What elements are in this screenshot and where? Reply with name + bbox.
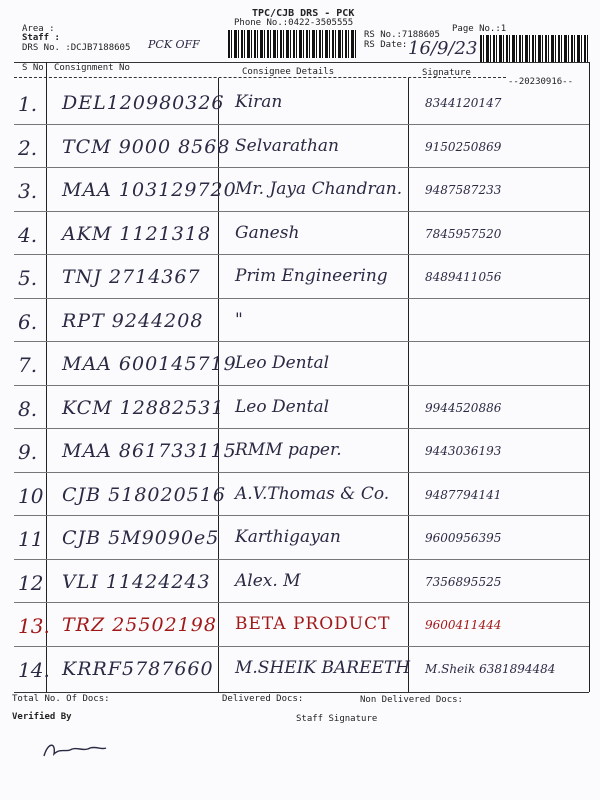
date-stamp: --20230916-- [508, 77, 574, 87]
column-sno: S No [22, 63, 44, 73]
row-consignee: Selvarathan [235, 135, 340, 156]
row-consignment: MAA 103129720 [62, 179, 237, 201]
rs-date-value: 16/9/23 [408, 38, 478, 59]
row-consignee: Leo Dental [235, 396, 330, 417]
row-sno: 1. [18, 92, 38, 116]
row-signature: 8489411056 [425, 270, 502, 284]
verifier-signature [40, 738, 110, 766]
row-consignee: Leo Dental [235, 353, 330, 373]
row-sno: 14. [18, 657, 50, 682]
row-consignee: " [235, 309, 243, 330]
row-sno: 12 [18, 570, 44, 595]
row-signature: 9487794141 [425, 487, 502, 502]
column-consignee: Consignee Details [242, 67, 335, 77]
delivered-docs-label: Delivered Docs: [222, 694, 304, 704]
row-consignment: KCM 12882531 [62, 396, 225, 419]
row-signature: 9944520886 [425, 400, 502, 415]
row-consignment: TNJ 2714367 [62, 266, 201, 288]
rs-date-label: RS Date: [364, 40, 408, 50]
area-label: Area : [22, 24, 55, 34]
row-consignment: TRZ 25502198 [62, 614, 217, 636]
non-delivered-docs-label: Non Delivered Docs: [360, 695, 463, 705]
row-consignee: A.V.Thomas & Co. [235, 483, 390, 504]
row-signature: 7845957520 [425, 226, 502, 241]
column-consignment: Consignment No [54, 63, 130, 73]
row-sno: 3. [18, 179, 38, 203]
row-consignee: RMM paper. [235, 440, 342, 460]
barcode-left [228, 30, 356, 58]
row-consignee: BETA PRODUCT [235, 614, 391, 634]
drs-number: DRS No. :DCJB7188605 [22, 43, 131, 53]
page-number: Page No.:1 [452, 24, 507, 34]
row-consignee: Alex. M [235, 570, 301, 591]
row-consignment: CJB 5M9090e5 [62, 527, 220, 549]
barcode-right [480, 35, 588, 63]
row-signature: 9443036193 [425, 444, 502, 458]
row-consignment: VLI 11424243 [62, 570, 211, 593]
row-sno: 9. [18, 440, 38, 464]
row-consignee: Karthigayan [235, 527, 341, 547]
row-sno: 7. [18, 353, 38, 377]
row-signature: 9600411444 [425, 618, 502, 632]
row-signature: 7356895525 [425, 574, 502, 589]
row-sno: 13. [18, 614, 50, 638]
total-docs-label: Total No. Of Docs: [12, 694, 110, 704]
row-consignment: KRRF5787660 [62, 657, 214, 680]
row-sno: 11 [18, 527, 44, 551]
row-sno: 8. [18, 396, 38, 421]
row-consignee: Prim Engineering [235, 266, 388, 286]
staff-signature-label: Staff Signature [296, 714, 378, 724]
row-consignment: CJB 518020516 [62, 483, 226, 506]
row-consignment: DEL120980326 [62, 92, 225, 114]
row-consignment: TCM 9000 8568 [62, 135, 231, 158]
verified-by-label: Verified By [12, 712, 72, 722]
row-sno: 2. [18, 135, 38, 160]
row-sno: 6. [18, 309, 38, 334]
document-title: TPC/CJB DRS - PCK [252, 8, 355, 19]
row-signature: 9487587233 [425, 183, 502, 197]
row-consignee: Mr. Jaya Chandran. [235, 179, 403, 199]
row-consignee: Ganesh [235, 222, 300, 243]
phone-number: Phone No.:0422-3505555 [234, 18, 354, 28]
row-signature: 8344120147 [425, 96, 502, 110]
row-consignment: AKM 1121318 [62, 222, 212, 245]
row-sno: 5. [18, 266, 38, 290]
pck-handwritten-note: PCK OFF [148, 38, 200, 51]
row-consignee: M.SHEIK BAREETH [235, 657, 411, 678]
row-consignment: MAA 861733115 [62, 440, 237, 462]
row-signature: 9150250869 [425, 139, 502, 154]
row-consignment: MAA 600145719 [62, 353, 237, 375]
row-consignee: Kiran [235, 92, 283, 112]
row-sno: 4. [18, 222, 38, 247]
row-signature: 9600956395 [425, 531, 502, 545]
row-consignment: RPT 9244208 [62, 309, 204, 332]
row-signature: M.Sheik 6381894484 [425, 661, 556, 676]
rs-number: RS No.:7188605 [364, 30, 440, 40]
staff-label: Staff : [22, 33, 60, 43]
column-signature: Signature [422, 68, 471, 78]
row-sno: 10 [18, 483, 44, 508]
